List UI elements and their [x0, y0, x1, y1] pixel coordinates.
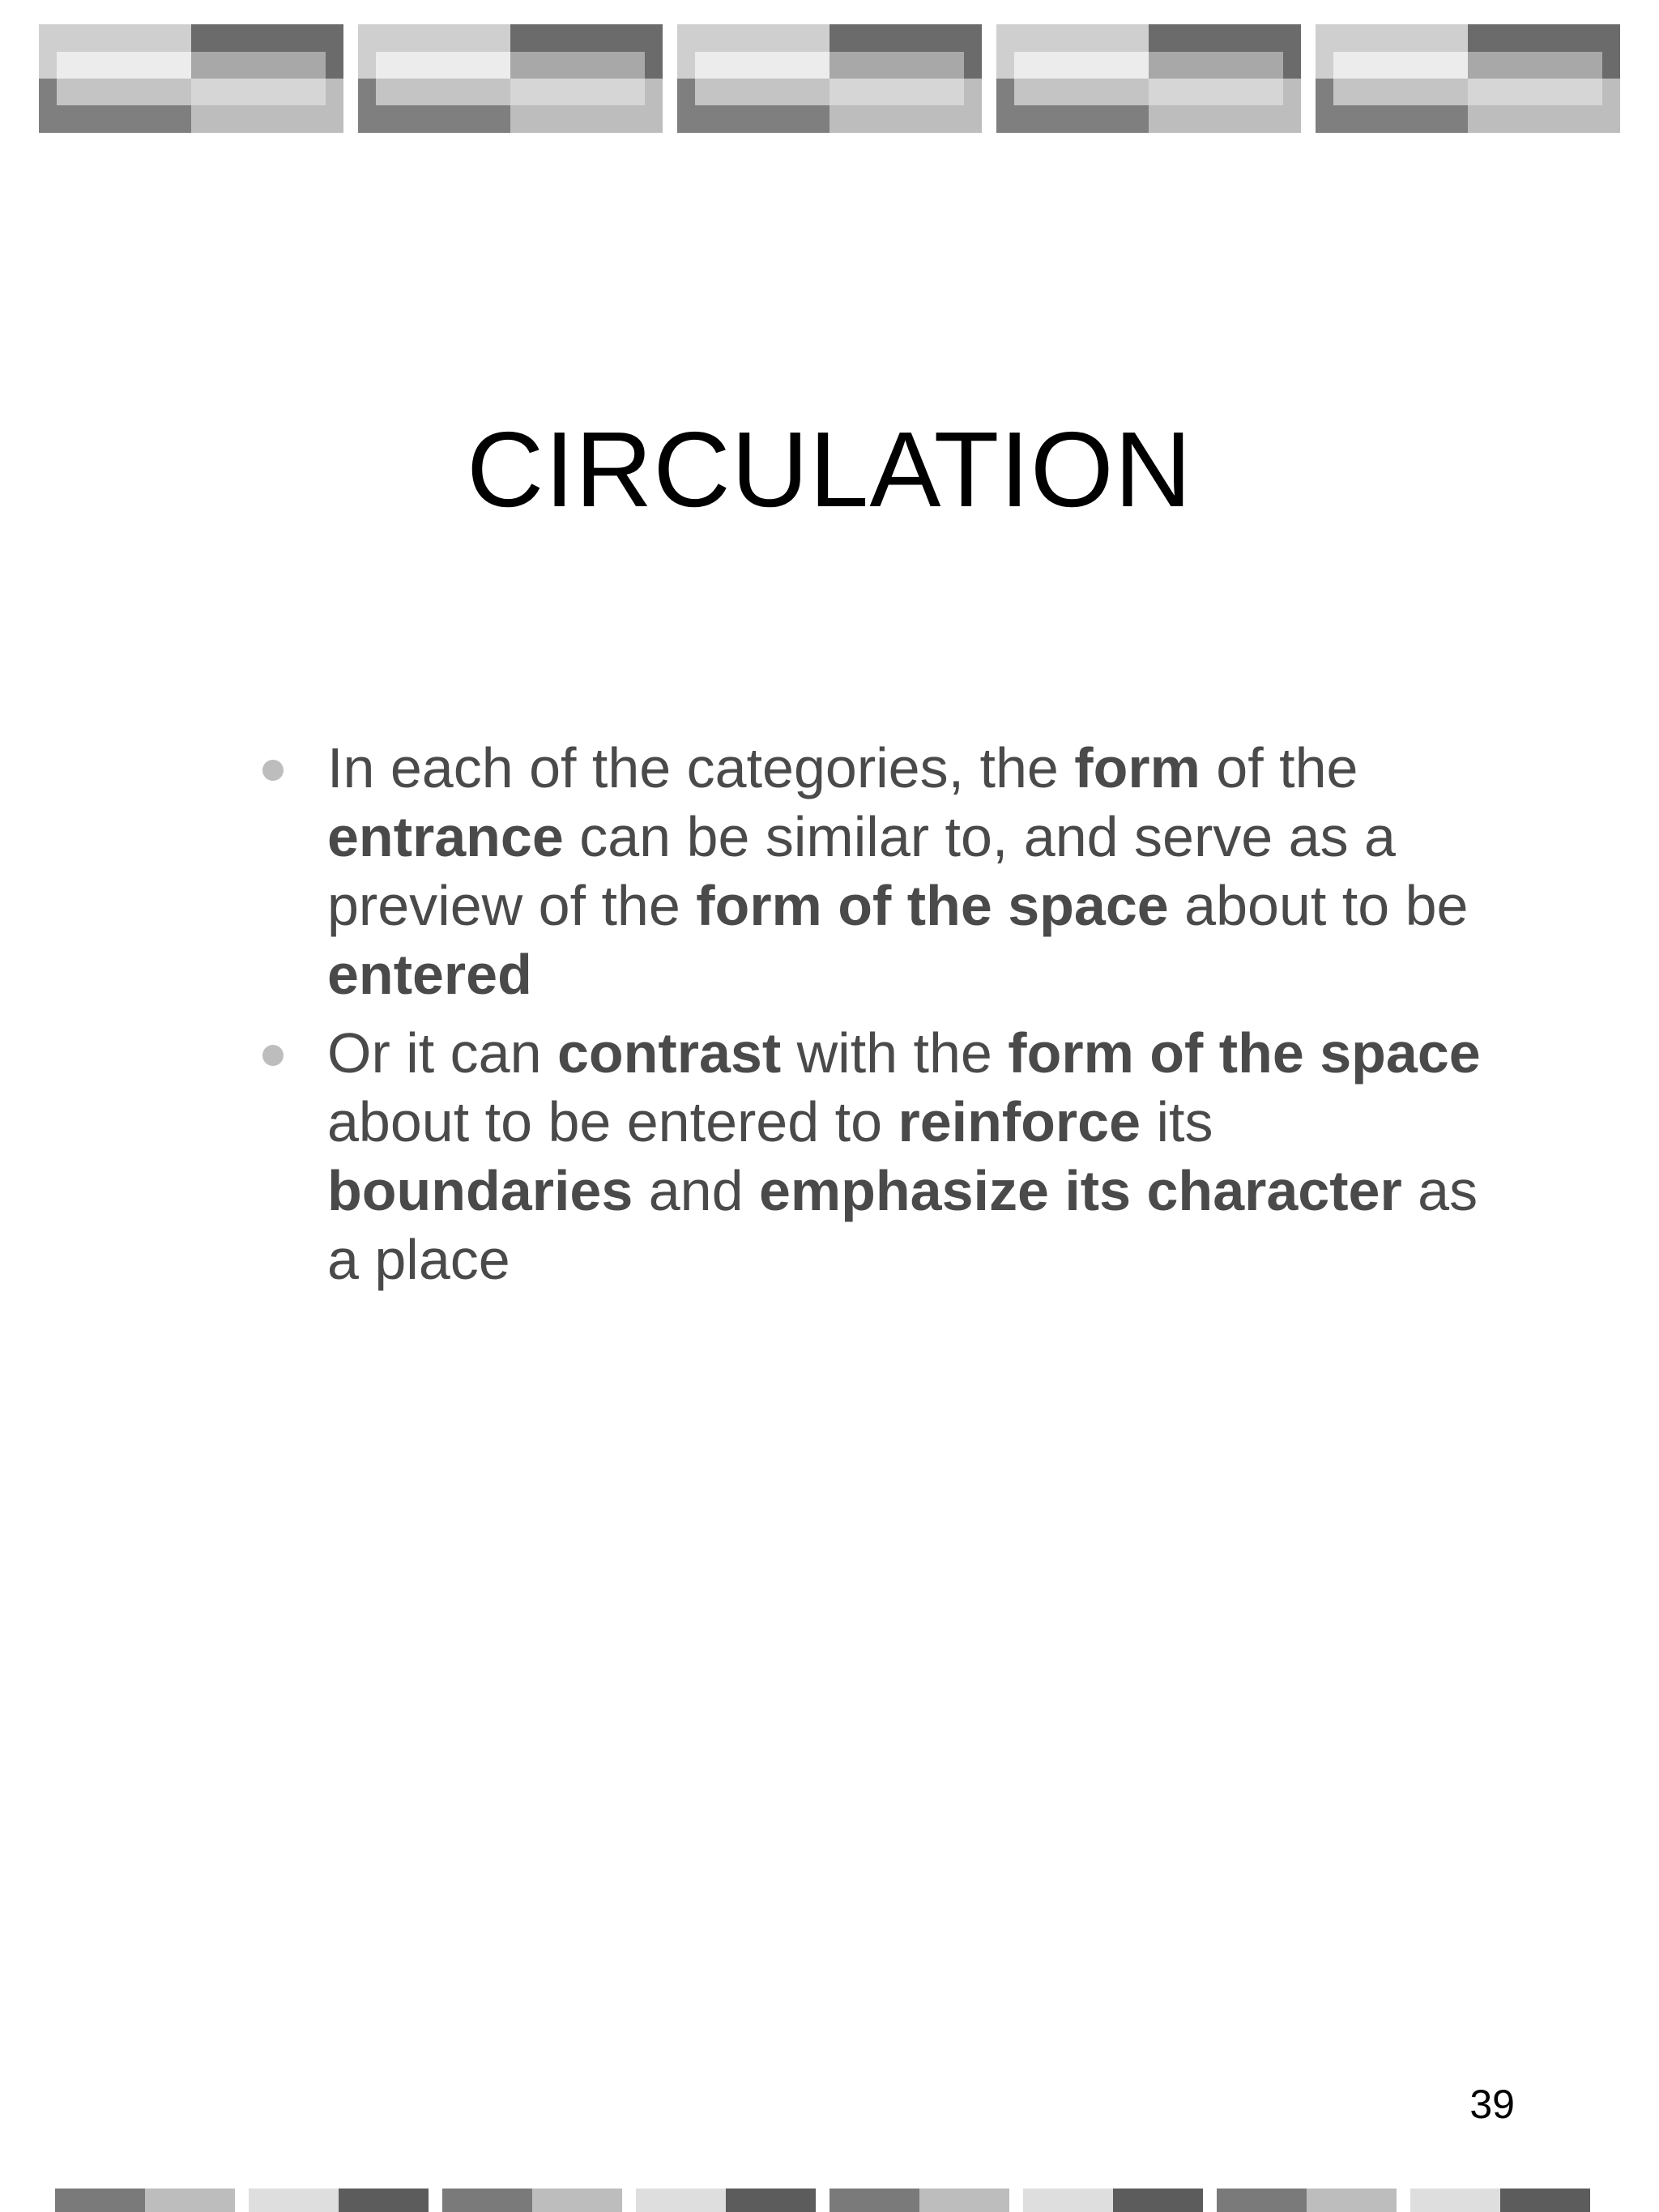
bullet-emphasis-text: entrance — [327, 805, 564, 868]
bullet-dot-icon — [262, 1045, 284, 1066]
bullet-text: about to be — [1168, 874, 1469, 937]
footer-tile — [1023, 2189, 1203, 2212]
slide-title: CIRCULATION — [467, 410, 1192, 529]
bullet-dot-icon — [262, 760, 284, 781]
bullet-text: Or it can — [327, 1021, 557, 1085]
bullet-text: with the — [781, 1021, 1009, 1085]
bullet-emphasis-text: form of the space — [1008, 1021, 1481, 1085]
footer-tile — [1217, 2189, 1397, 2212]
footer-tile — [55, 2189, 235, 2212]
bullet-emphasis-text: entered — [327, 943, 532, 1006]
footer-tile — [442, 2189, 622, 2212]
bullet-item — [259, 734, 1523, 1009]
bottom-decorative-band — [0, 2189, 1659, 2212]
bullet-text: can be similar to, and serve as a preview of the — [327, 805, 1396, 937]
bullet-text: about to be entered to — [327, 1090, 898, 1153]
header-tile — [358, 24, 663, 133]
footer-tile — [1410, 2189, 1590, 2212]
header-tile — [996, 24, 1301, 133]
footer-tile — [830, 2189, 1009, 2212]
bullet-text: and — [633, 1159, 759, 1222]
bullet-list — [259, 734, 1523, 1304]
bullet-text: its — [1141, 1090, 1213, 1153]
bullet-emphasis-text: form of the space — [696, 874, 1169, 937]
bullet-text: as a place — [327, 1159, 1478, 1291]
footer-tile — [249, 2189, 429, 2212]
bullet-emphasis-text: form — [1074, 736, 1201, 799]
top-decorative-band — [0, 0, 1659, 146]
header-tile — [1316, 24, 1620, 133]
bullet-item — [259, 1019, 1523, 1294]
header-tile — [39, 24, 343, 133]
bullet-text: In each of the categories, the — [327, 736, 1075, 799]
header-tile — [677, 24, 982, 133]
footer-tile — [636, 2189, 816, 2212]
bullet-emphasis-text: emphasize its character — [758, 1159, 1402, 1222]
page-number: 39 — [1469, 2082, 1515, 2127]
bullet-text: of the — [1200, 736, 1358, 799]
bullet-emphasis-text: contrast — [557, 1021, 782, 1085]
bullet-emphasis-text: reinforce — [898, 1090, 1141, 1153]
bullet-emphasis-text: boundaries — [327, 1159, 633, 1222]
